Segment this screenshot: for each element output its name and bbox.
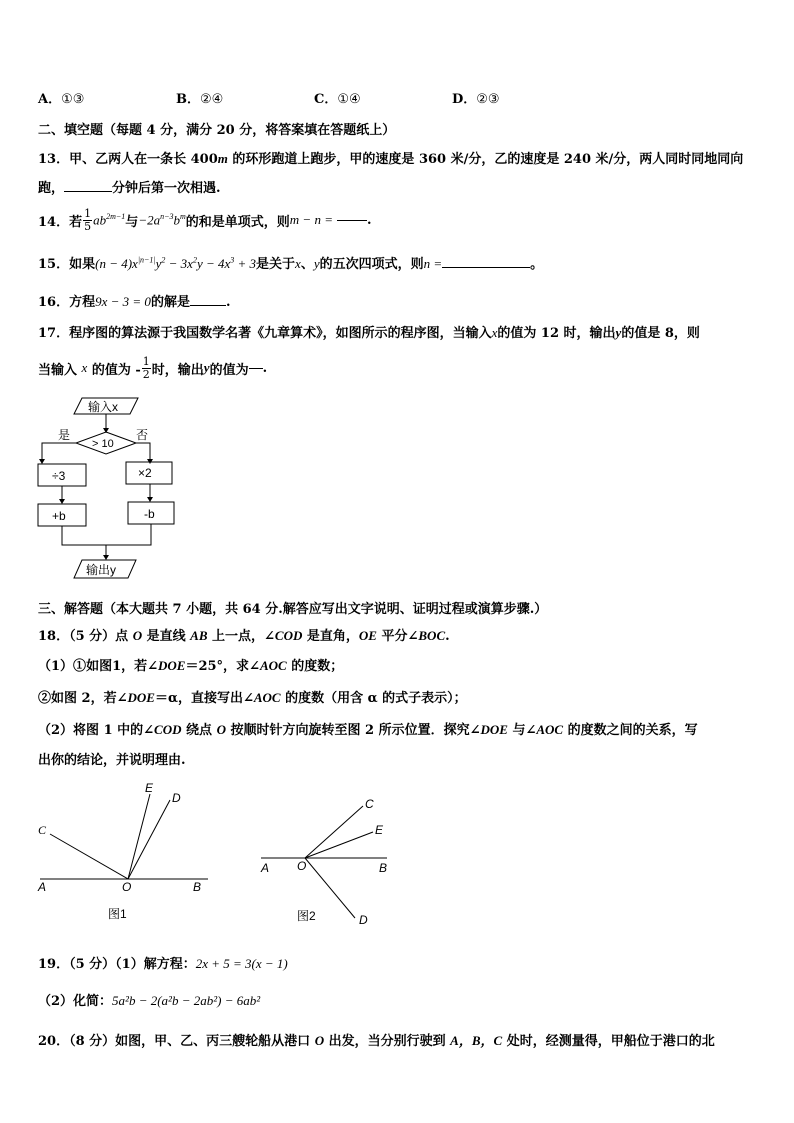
flowchart-divide-label: ÷3 [52, 469, 66, 483]
q13-line2: 跑， 分钟后第一次相遇. [38, 181, 221, 196]
q18-part1-2: ②如图 2，若∠DOE＝α，直接写出∠AOC 的度数（用含 α 的式子表示）； [38, 690, 467, 706]
flowchart-output-label: 输出y [86, 563, 117, 577]
q15-line: 15．如果$(n - 4)x^{|n-1|}y^2 - 3x^2y - 4x^3 + 3$是关于x、y的五次四项式，则n = 。 [38, 255, 544, 272]
fig2-label-c: C [365, 797, 374, 811]
fig1-label-a: A [38, 880, 47, 894]
q17-line2: 当输入 x 的值为 - $\frac{1}{2}$ 时，输出 y 的值为 . [38, 354, 268, 381]
flowchart-input-label: 输入x [88, 400, 119, 414]
q19-line1: 19．（5 分）（1）解方程：2x + 5 = 3(x − 1) [38, 956, 288, 972]
q17-fraction: $\frac{1}{2}$ [142, 354, 150, 381]
fig2-caption: 图2 [297, 909, 316, 923]
figure-2 [255, 790, 405, 930]
q13-line1: 13．甲、乙两人在一条长 400m 的环形跑道上跑步，甲的速度是 360 米/分，乙的速度是 240 米/分，两人同时同地同向 [38, 151, 744, 167]
q14-answer-blank[interactable] [337, 220, 367, 221]
section3-heading: 三、解答题（本大题共 7 小题，共 64 分.解答应写出文字说明、证明过程或演算步骤.） [38, 602, 548, 617]
options-row [38, 88, 498, 106]
q14-line: 14． 若 $\frac{1}{5}$ $ab^{2m-1}$ 与 $-2a^{n-3}b^m$ 的和是单项式，则 m − n = . [38, 206, 372, 233]
option-a: A．①③ [38, 92, 85, 107]
fig1-label-c: C [38, 823, 47, 837]
fig1-label-d: D [172, 791, 181, 805]
fig2-label-e: E [375, 823, 384, 837]
q17-line1: 17．程序图的算法源于我国数学名著《九章算术》，如图所示的程序图，当输入x的值为 12 时，输出y的值是 8，则 [38, 325, 700, 341]
q13-answer-blank[interactable] [64, 191, 112, 192]
section2-heading: 二、填空题（每题 4 分，满分 20 分，将答案填在答题纸上） [38, 123, 396, 138]
q18-part1-1: （1）①如图1，若∠DOE＝25°，求∠AOC 的度数； [38, 658, 344, 674]
q20-line1: 20．（8 分）如图，甲、乙、丙三艘轮船从港口 O 出发，当分别行驶到 A，B，C 处时，经测量得，甲船位于港口的北 [38, 1033, 715, 1049]
flowchart-times-label: ×2 [138, 466, 152, 480]
flowchart-diagram [30, 392, 200, 587]
flowchart-minus-b-label: -b [144, 507, 155, 521]
fig1-label-b: B [193, 880, 202, 894]
fig1-label-o: O [122, 880, 132, 894]
flowchart-yes-label: 是 [58, 428, 71, 442]
q18-part2-line2: 出你的结论，并说明理由. [38, 753, 186, 768]
flowchart-condition-label: > 10 [92, 438, 114, 450]
option-d: D．②③ [452, 92, 500, 107]
q18-part2-line1: （2）将图 1 中的∠COD 绕点 O 按顺时针方向旋转至图 2 所示位置．探究∠DOE 与∠AOC 的度数之间的关系，写 [38, 722, 698, 738]
option-b: B．②④ [176, 92, 224, 107]
q15-answer-blank[interactable] [442, 267, 530, 268]
fig1-label-e: E [145, 781, 154, 795]
fig2-label-d: D [359, 913, 368, 927]
q18-line1: 18．（5 分）点 O 是直线 AB 上一点，∠COD 是直角，OE 平分∠BOC. [38, 628, 450, 644]
q17-answer-blank[interactable] [249, 368, 263, 369]
q16-line: 16．方程9x − 3 = 0的解是 . [38, 294, 231, 310]
q16-answer-blank[interactable] [190, 305, 226, 306]
flowchart-no-label: 否 [136, 428, 149, 442]
fig2-label-b: B [379, 861, 388, 875]
fig1-caption: 图1 [108, 907, 127, 921]
figure-1 [30, 776, 230, 926]
q14-fraction: $\frac{1}{5}$ [84, 206, 92, 233]
option-c: C．①④ [314, 92, 361, 107]
flowchart-plus-b-label: +b [52, 509, 66, 523]
fig2-label-a: A [261, 861, 270, 875]
q19-line2: （2）化简：5a²b − 2(a²b − 2ab²) − 6ab² [38, 993, 261, 1009]
fig2-label-o: O [297, 859, 307, 873]
